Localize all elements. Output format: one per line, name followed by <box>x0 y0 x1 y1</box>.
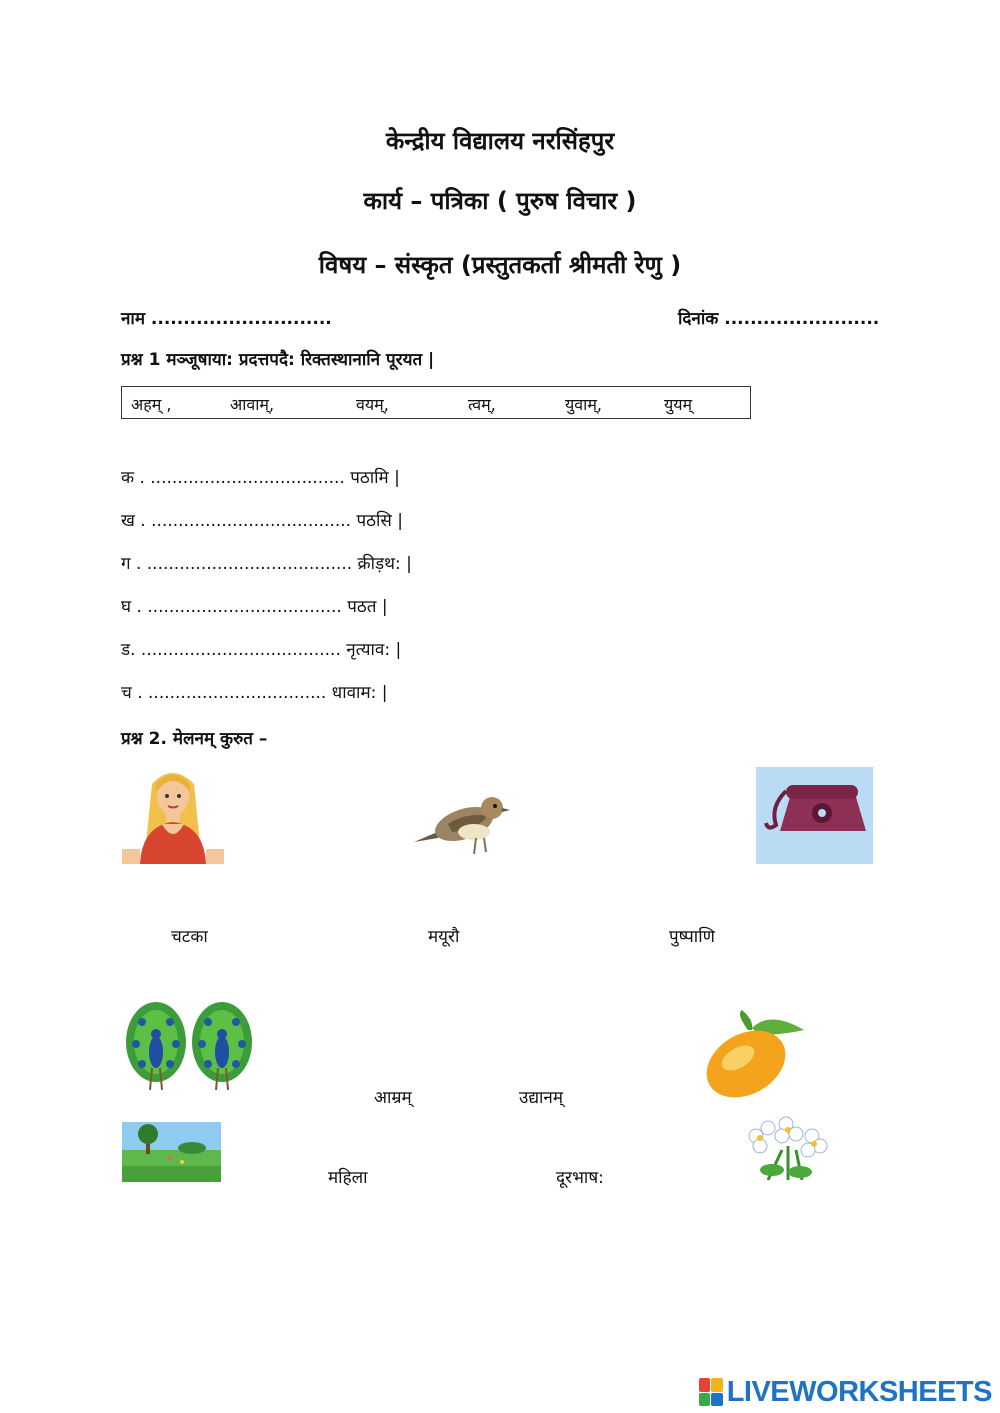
logo-text: LIVEWORKSHEETS <box>726 1375 992 1408</box>
garden-image[interactable] <box>122 1122 221 1182</box>
mango-image[interactable] <box>700 1008 808 1100</box>
match-label[interactable]: महिला <box>328 1168 368 1188</box>
word-bank-box <box>121 386 751 419</box>
word-bank-item: अहम् , <box>131 395 172 414</box>
match-label[interactable]: चटका <box>171 927 208 947</box>
date-field-label: दिनांक ........................ <box>678 309 880 329</box>
worksheet-title: कार्य – पत्रिका ( पुरुष विचार ) <box>363 187 637 215</box>
match-label[interactable]: उद्यानम् <box>519 1088 564 1108</box>
word-bank-item: आवाम्, <box>230 395 275 414</box>
sparrow-image[interactable] <box>412 794 512 858</box>
question-1-prompt: प्रश्न 1 मञ्जूषाया: प्रदत्तपदै: रिक्तस्थानानि पूरयत | <box>121 350 435 370</box>
fill-blank-item[interactable]: ग . ...................................... क्रीड़थ: | <box>121 554 412 574</box>
telephone-image[interactable] <box>756 767 873 864</box>
fill-blank-item[interactable]: घ . .................................... पठत | <box>121 597 388 617</box>
question-2-prompt: प्रश्न 2. मेलनम् कुरुत – <box>121 729 268 749</box>
subject-line: विषय – संस्कृत (प्रस्तुतकर्ता श्रीमती रेणु ) <box>318 251 682 279</box>
logo-badge-icon <box>699 1378 723 1406</box>
peacocks-image[interactable] <box>124 1000 254 1094</box>
fill-blank-item[interactable]: ख . ..................................... पठसि | <box>121 511 404 531</box>
fill-blank-item[interactable]: च . ................................. धावाम: | <box>121 683 388 703</box>
woman-image[interactable] <box>122 764 224 864</box>
match-label[interactable]: दूरभाष: <box>556 1168 604 1188</box>
match-label[interactable]: पुष्पाणि <box>669 927 715 947</box>
fill-blank-item[interactable]: क . .................................... पठामि | <box>121 468 400 488</box>
match-label[interactable]: आम्रम् <box>374 1088 412 1108</box>
school-name: केन्द्रीय विद्यालय नरसिंहपुर <box>385 127 615 155</box>
match-label[interactable]: मयूरौ <box>428 927 460 947</box>
flowers-image[interactable] <box>738 1106 834 1182</box>
word-bank-item: वयम्, <box>356 395 389 414</box>
fill-blank-item[interactable]: ड. ..................................... नृत्याव: | <box>121 640 402 660</box>
name-field-label: नाम ............................ <box>121 309 332 329</box>
word-bank-item: युवाम्, <box>565 395 602 414</box>
word-bank-item: त्वम्, <box>468 395 496 414</box>
word-bank-item: युयम् <box>664 395 693 414</box>
liveworksheets-logo <box>699 1374 992 1410</box>
